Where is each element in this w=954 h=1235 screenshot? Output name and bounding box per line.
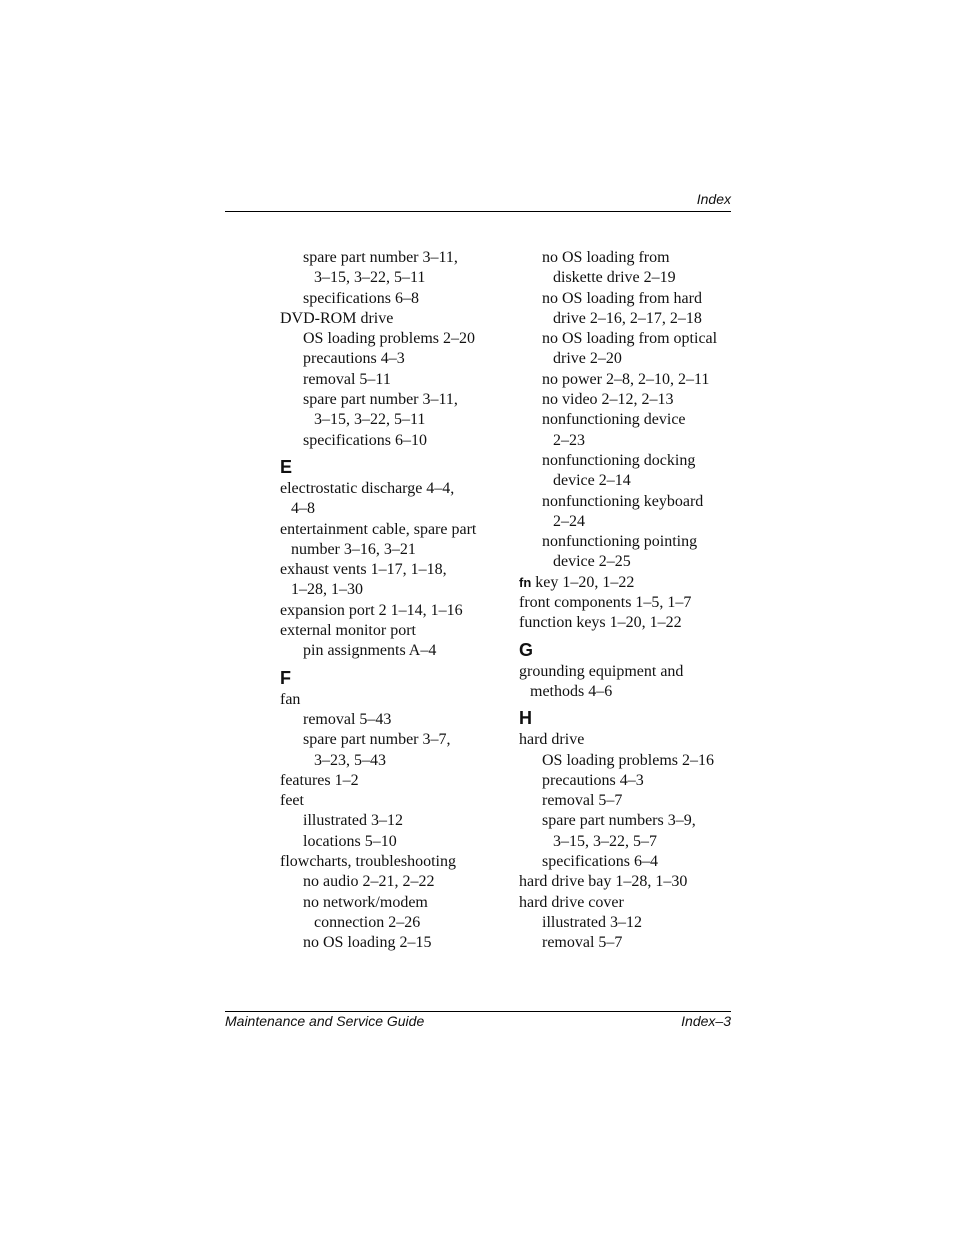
index-entry-text: specifications 6–8 — [303, 289, 419, 307]
index-letter-heading: G — [519, 639, 534, 660]
index-entry-text: hard drive bay 1–28, 1–30 — [519, 873, 688, 891]
index-entry-text: hard drive — [519, 731, 585, 749]
index-entry — [280, 852, 505, 872]
index-entry — [519, 893, 744, 913]
index-entry-text: features 1–2 — [280, 771, 359, 789]
index-entry-text: nonfunctioning docking — [542, 451, 696, 469]
index-entry-text: removal 5–7 — [542, 934, 623, 952]
index-subentry — [303, 641, 505, 661]
index-entry-text: electrostatic discharge 4–4, — [280, 479, 455, 497]
index-entry-continuation: 2–23 — [553, 431, 585, 449]
index-subentry — [303, 730, 505, 771]
index-entry-continuation: methods 4–6 — [530, 682, 613, 700]
index-entry-text: removal 5–7 — [542, 792, 623, 810]
index-entry-text: spare part number 3–11, — [303, 391, 458, 409]
index-entry-text: expansion port 2 1–14, 1–16 — [280, 601, 463, 619]
index-subentry — [303, 872, 505, 892]
index-entry-text: specifications 6–10 — [303, 431, 427, 449]
header-rule — [225, 211, 731, 212]
index-entry-continuation: 3–15, 3–22, 5–11 — [314, 269, 426, 287]
index-entry — [280, 560, 505, 601]
index-entry-text: locations 5–10 — [303, 832, 397, 850]
index-entry — [280, 791, 505, 811]
index-subentry — [303, 893, 505, 934]
index-subentry — [542, 933, 744, 953]
index-subentry — [542, 751, 744, 771]
index-entry-text: no audio 2–21, 2–22 — [303, 873, 435, 891]
index-entry-continuation: device 2–25 — [553, 553, 631, 571]
index-entry — [519, 730, 744, 750]
index-entry-text: front components 1–5, 1–7 — [519, 594, 692, 612]
index-entry-text: OS loading problems 2–16 — [542, 751, 714, 769]
index-entry — [280, 601, 505, 621]
index-letter-heading: E — [280, 456, 293, 477]
index-entry-text: fan — [280, 690, 301, 708]
index-entry-text: specifications 6–4 — [542, 853, 658, 871]
index-entry — [519, 593, 744, 613]
index-entry-text: precautions 4–3 — [542, 771, 644, 789]
index-entry-text: spare part number 3–11, — [303, 249, 458, 266]
index-subentry — [303, 289, 505, 309]
index-subentry — [303, 248, 505, 289]
index-entry — [519, 872, 744, 892]
index-entry-continuation: 3–15, 3–22, 5–11 — [314, 411, 426, 429]
index-entry-continuation: 3–23, 5–43 — [314, 751, 386, 769]
index-entry-text: nonfunctioning pointing — [542, 533, 698, 551]
index-entry-text: no video 2–12, 2–13 — [542, 391, 674, 409]
index-entry-continuation: number 3–16, 3–21 — [291, 540, 416, 558]
index-entry-text: DVD-ROM drive — [280, 309, 394, 327]
index-subentry — [542, 913, 744, 933]
index-entry-text: key 1–20, 1–22 — [531, 573, 635, 591]
index-subentry — [542, 390, 744, 410]
index-entry-text: external monitor port — [280, 622, 416, 640]
index-subentry — [303, 390, 505, 431]
footer-page-number: Index–3 — [681, 1013, 731, 1029]
page-footer — [225, 1013, 731, 1029]
index-letter-heading: H — [519, 708, 532, 729]
index-column-left — [280, 248, 505, 954]
index-entry-text: hard drive cover — [519, 893, 624, 911]
index-entry — [280, 520, 505, 561]
index-subentry — [542, 532, 744, 573]
index-entry-text: removal 5–43 — [303, 710, 392, 728]
index-entry-continuation: drive 2–20 — [553, 350, 622, 368]
index-entry-continuation: drive 2–16, 2–17, 2–18 — [553, 309, 702, 327]
index-entry-text: no OS loading from optical — [542, 330, 718, 348]
index-entry-text: nonfunctioning keyboard — [542, 492, 704, 510]
index-entry — [280, 479, 505, 520]
index-entry-continuation: 1–28, 1–30 — [291, 581, 363, 599]
index-entry-text: function keys 1–20, 1–22 — [519, 614, 682, 632]
index-entry-continuation: connection 2–26 — [314, 913, 421, 931]
running-header: Index — [696, 191, 731, 207]
index-entry-continuation: 4–8 — [291, 500, 315, 518]
index-subentry — [542, 370, 744, 390]
index-entry — [280, 621, 505, 641]
index-entry-text: nonfunctioning device — [542, 411, 686, 429]
index-entry-text: no OS loading 2–15 — [303, 934, 432, 952]
index-entry-text: no power 2–8, 2–10, 2–11 — [542, 370, 710, 388]
index-entry-text: no OS loading from — [542, 249, 670, 266]
index-entry-text: no network/modem — [303, 893, 428, 911]
index-entry-text: feet — [280, 792, 304, 810]
index-subentry — [303, 710, 505, 730]
index-subentry — [542, 289, 744, 330]
index-entry-text: flowcharts, troubleshooting — [280, 853, 456, 871]
footer-guide-title: Maintenance and Service Guide — [225, 1013, 425, 1029]
index-entry — [280, 309, 505, 329]
index-entry-continuation: device 2–14 — [553, 472, 631, 490]
index-entry-text: entertainment cable, spare part — [280, 520, 477, 538]
index-entry-text: spare part number 3–7, — [303, 731, 451, 749]
footer-rule — [225, 1011, 731, 1012]
index-entry-continuation: 2–24 — [553, 512, 585, 530]
index-subentry — [542, 771, 744, 791]
index-entry-text: removal 5–11 — [303, 370, 391, 388]
index-subentry — [303, 832, 505, 852]
index-entry-text: pin assignments A–4 — [303, 642, 437, 660]
index-entry — [519, 573, 744, 593]
index-entry-text: OS loading problems 2–20 — [303, 330, 475, 348]
index-subentry — [542, 329, 744, 370]
index-entry-text: illustrated 3–12 — [542, 913, 642, 931]
index-subentry — [542, 852, 744, 872]
index-entry-text: precautions 4–3 — [303, 350, 405, 368]
index-subentry — [542, 451, 744, 492]
index-subentry — [303, 933, 505, 953]
index-entry — [280, 771, 505, 791]
index-subentry — [303, 370, 505, 390]
index-entry-continuation: 3–15, 3–22, 5–7 — [553, 832, 657, 850]
index-subentry — [303, 431, 505, 451]
index-entry-text: grounding equipment and — [519, 662, 684, 680]
index-subentry — [542, 811, 744, 852]
index-subentry — [303, 811, 505, 831]
index-entry — [519, 613, 744, 633]
index-subentry — [542, 492, 744, 533]
index-subentry — [542, 248, 744, 289]
fn-key-label: fn — [519, 574, 532, 590]
index-entry-text: spare part numbers 3–9, — [542, 812, 696, 830]
index-subentry — [303, 349, 505, 369]
index-letter-heading: F — [280, 667, 291, 688]
index-subentry — [303, 329, 505, 349]
index-entry-text: no OS loading from hard — [542, 289, 702, 307]
index-column-right — [519, 248, 744, 954]
index-subentry — [542, 791, 744, 811]
index-entry-text: illustrated 3–12 — [303, 812, 403, 830]
index-subentry — [542, 410, 744, 451]
index-entry-text: exhaust vents 1–17, 1–18, — [280, 561, 447, 579]
index-entry-continuation: diskette drive 2–19 — [553, 269, 676, 287]
index-entry — [519, 662, 744, 703]
index-entry — [280, 690, 505, 710]
